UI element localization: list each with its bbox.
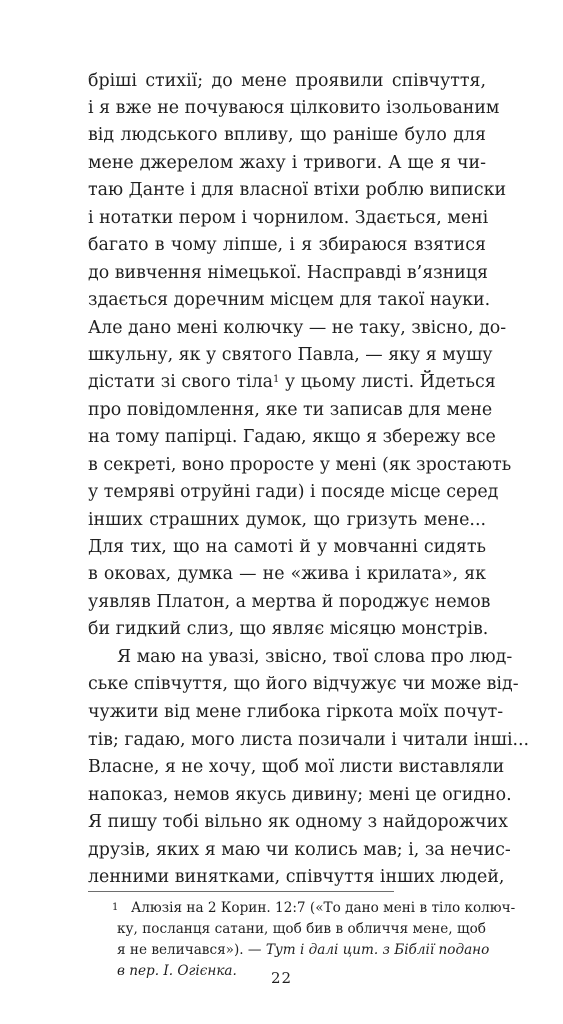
page-number: 22 xyxy=(270,969,293,987)
text-line: від людського впливу, що раніше було для xyxy=(88,124,486,145)
paragraph-first-line: Я маю на увазі, звісно, твої слова про люд- xyxy=(117,647,513,668)
text-line: ське співчуття, що його відчужує чи може від- xyxy=(88,674,519,695)
text-line: шкульну, як у святого Павла, — яку я мушу xyxy=(88,345,493,365)
text-line: і я вже не почуваюся цілковито ізольованим xyxy=(88,97,500,118)
text-line: інших страшних думок, що гризуть мене... xyxy=(88,510,486,531)
footnote-divider xyxy=(88,891,394,892)
text-line: до вивчення німецької. Насправді в’язниця xyxy=(88,262,488,283)
footnote-line: ку, посланця сатани, щоб бив в обличчя мене, щоб xyxy=(117,920,486,937)
footnote-italic-text: в пер. І. Огієнка. xyxy=(117,963,237,980)
text-line: ленними винятками, співчуття інших людей, xyxy=(88,866,505,887)
text-line: чужити від мене глибока гіркота моїх почут- xyxy=(88,702,504,723)
text-line: бріші стихії; до мене проявили співчуття, xyxy=(88,70,486,91)
footnote-reference[interactable]: 1 xyxy=(273,374,280,386)
text-line: на тому папірці. Гадаю, якщо я збережу все xyxy=(88,427,496,448)
text-line: в оковах, думка — не «жива і крилата», як xyxy=(88,564,486,585)
text-line: здається доречним місцем для такої науки. xyxy=(88,289,491,310)
text-line: багато в чому ліпше, і я збираюся взятися xyxy=(88,234,486,255)
footnote-italic-text: Тут і далі цит. з Біблії подано xyxy=(265,942,490,958)
text-line: мене джерелом жаху і тривоги. А ще я чи- xyxy=(88,152,486,173)
text-line: і нотатки пером і чорнилом. Здається, мені xyxy=(88,207,489,228)
text-segment: у цьому листі. Йдеться xyxy=(279,372,496,393)
text-line: про повідомлення, яке ти записав для мене xyxy=(88,400,493,421)
text-line: в секреті, воно проросте у мені (як зростають xyxy=(88,455,512,476)
footnote-line: Алюзія на 2 Корин. 12:7 («То дано мені в тіло колюч- xyxy=(131,899,516,916)
text-line: Для тих, що на самоті й у мовчанні сидять xyxy=(88,537,486,558)
text-line: тів; гадаю, мого листа позичали і читали інші... xyxy=(88,729,530,750)
text-line: напоказ, немов якусь дивину; мені це огидно. xyxy=(88,784,512,805)
text-line: друзів, яких я маю чи колись мав; і, за нечис- xyxy=(88,839,511,860)
text-line: уявляв Платон, а мертва й породжує немов xyxy=(88,592,491,613)
footnote-text: я не величався»). — xyxy=(117,942,266,958)
text-line: Я пишу тобі вільно як одному з найдорожчих xyxy=(88,811,508,832)
text-line: Власне, я не хочу, щоб мої листи виставляли xyxy=(88,756,505,777)
footnote-line xyxy=(117,939,490,961)
text-line: у темряві отруйні гади) і посяде місце серед xyxy=(88,482,499,503)
text-line-with-footnote xyxy=(88,368,496,396)
text-line: таю Данте і для власної втіхи роблю виписки xyxy=(88,179,507,200)
text-line: Але дано мені колючку — не таку, звісно, до- xyxy=(88,318,507,338)
text-segment: дістати зі свого тіла xyxy=(88,372,274,393)
text-line: би гидкий слиз, що являє місяцю монстрів. xyxy=(88,619,489,640)
footnote-number: 1 xyxy=(112,902,119,914)
